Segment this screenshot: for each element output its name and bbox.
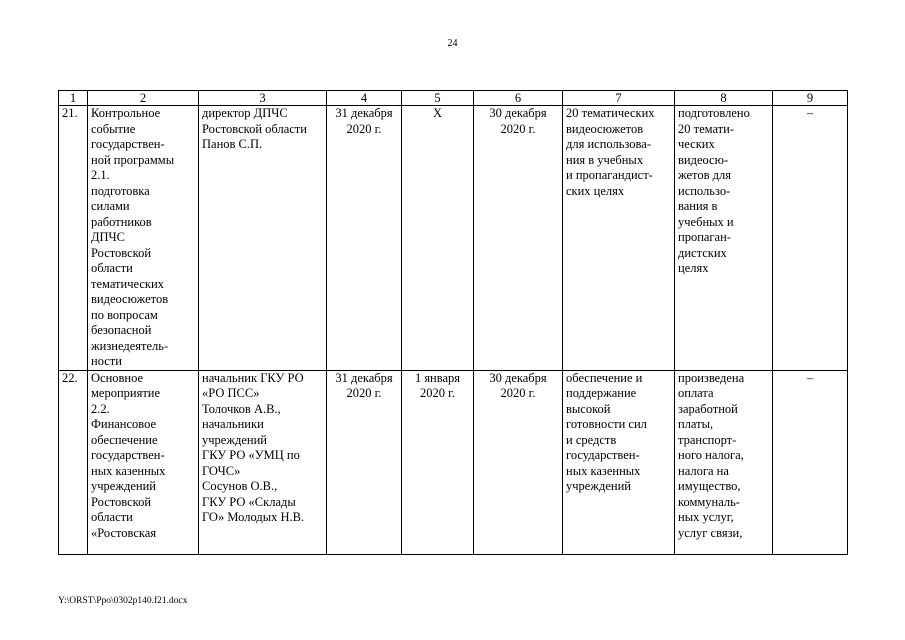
col-header-5: 5 <box>402 91 474 106</box>
note: – <box>773 370 848 554</box>
program-table <box>58 90 848 555</box>
actual-start-date: 1 января 2020 г. <box>402 370 474 554</box>
actual-end-date: 30 декабря 2020 г. <box>474 370 563 554</box>
actual-start-date: Х <box>402 106 474 371</box>
col-header-1: 1 <box>59 91 88 106</box>
col-header-9: 9 <box>773 91 848 106</box>
actual-result: произведена оплата заработной платы, транспорт- ного налога, налога на имущество, коммуналь- ных услуг, услуг связи, <box>675 370 773 554</box>
page-number: 24 <box>447 38 458 49</box>
responsible-executor: директор ДПЧС Ростовской области Панов С.П. <box>199 106 327 371</box>
planned-date: 31 декабря 2020 г. <box>327 370 402 554</box>
planned-result: 20 тематических видеосюжетов для использова- ния в учебных и пропагандист- ских целях <box>563 106 675 371</box>
col-header-3: 3 <box>199 91 327 106</box>
actual-end-date: 30 декабря 2020 г. <box>474 106 563 371</box>
table-row <box>59 106 848 371</box>
actual-result: подготовлено 20 темати- ческих видеосю- жетов для использо- вания в учебных и пропаган- дистских целях <box>675 106 773 371</box>
footer-file-path: Y:\ORST\Ppo\0302p140.f21.docx <box>58 596 188 606</box>
planned-date: 31 декабря 2020 г. <box>327 106 402 371</box>
event-name: Контрольное событие государствен- ной программы 2.1. подготовка силами работников ДПЧС Ростовской области тематических видеосюжетов по вопросам безопасной жизнедеятель- ности <box>88 106 199 371</box>
col-header-7: 7 <box>563 91 675 106</box>
event-name: Основное мероприятие 2.2. Финансовое обеспечение государствен- ных казенных учреждений Ростовской области «Ростовская <box>88 370 199 554</box>
note: – <box>773 106 848 371</box>
row-number: 22. <box>59 370 88 554</box>
responsible-executor: начальник ГКУ РО «РО ПСС» Толочков А.В., начальники учреждений ГКУ РО «УМЦ по ГОЧС» Сосунов О.В., ГКУ РО «Склады ГО» Молодых Н.В. <box>199 370 327 554</box>
header-row <box>59 91 848 106</box>
col-header-8: 8 <box>675 91 773 106</box>
col-header-6: 6 <box>474 91 563 106</box>
table-row <box>59 370 848 554</box>
col-header-2: 2 <box>88 91 199 106</box>
row-number: 21. <box>59 106 88 371</box>
col-header-4: 4 <box>327 91 402 106</box>
planned-result: обеспечение и поддержание высокой готовности сил и средств государствен- ных казенных учреждений <box>563 370 675 554</box>
